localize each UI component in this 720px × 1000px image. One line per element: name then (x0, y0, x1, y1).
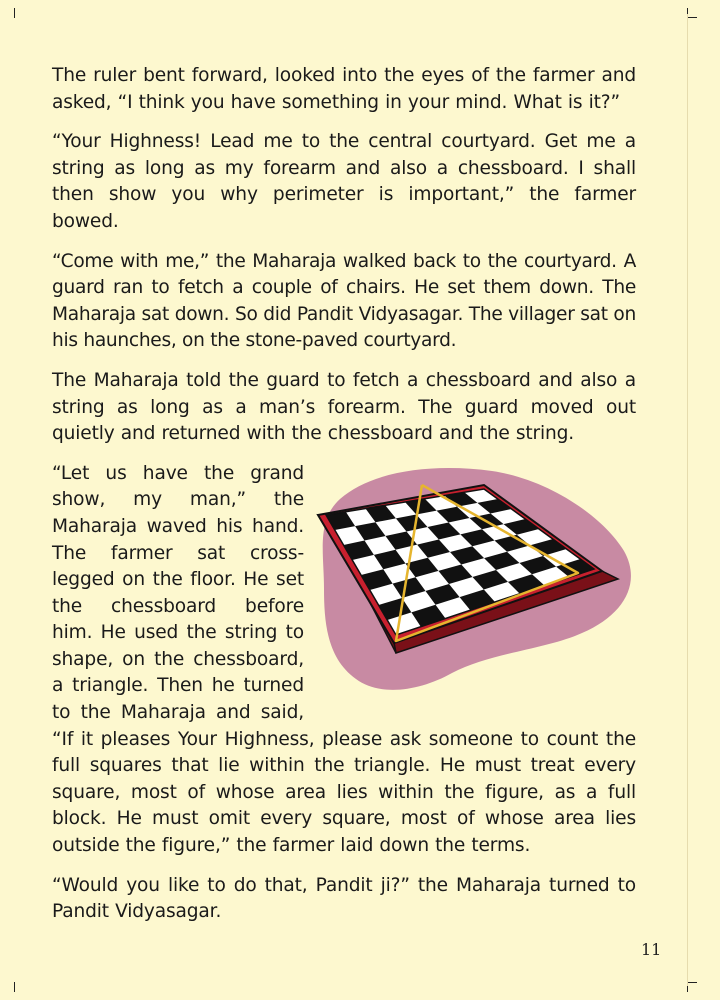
page-number: 11 (641, 940, 662, 959)
paragraph-1: The ruler bent forward, looked into the eyes of the farmer and asked, “I think you have something in your mind. What is it?” (52, 65, 636, 113)
page-edge-line (687, 14, 688, 986)
paragraph-4: The Maharaja told the guard to fetch a chessboard and also a string as long as a man’s forearm. The guard moved out quietly and returned with the chessboard and the string. (52, 369, 636, 445)
crop-mark-bottom-left (14, 982, 15, 992)
paragraph-2: “Your Highness! Lead me to the central courtyard. Get me a string as long as my forearm and also a chessboard. I shall then show you why perimeter is important,” the farmer bowed. (52, 131, 636, 232)
chessboard-illustration (312, 465, 636, 701)
paragraph-5-text: “Let us have the grand show, my man,” the Maharaja waved his hand. The farmer sat cross-legged on the floor. He set the chessboard before him. He used the string to shape, on the chessboard, a triangle. Then he turned to the Maharaja and said, “If it pleases Your Highness, please ask someone to count the full squares that lie within the triangle. He must treat every square, most of whose area lies within the figure, as a full block. He must omit every square, most of whose area lies outside the figure,” the farmer laid down the terms. (52, 462, 636, 857)
crop-mark-top-left (14, 8, 15, 18)
paragraph-3: “Come with me,” the Maharaja walked back to the courtyard. A guard ran to fetch a couple of chairs. He set them down. The Maharaja sat down. So did Pandit Vidyasagar. The villager sat on his haunches, on the stone-paved courtyard. (52, 250, 636, 352)
paragraph-6: “Would you like to do that, Pandit ji?” the Maharaja turned to Pandit Vidyasagar. (52, 874, 636, 923)
story-text (52, 63, 636, 939)
paragraph-5 (52, 461, 636, 860)
crop-mark-top-right-h (687, 17, 697, 18)
chessboard-with-string-triangle-illustration (312, 465, 636, 701)
crop-mark-bottom-right-h (687, 982, 697, 983)
